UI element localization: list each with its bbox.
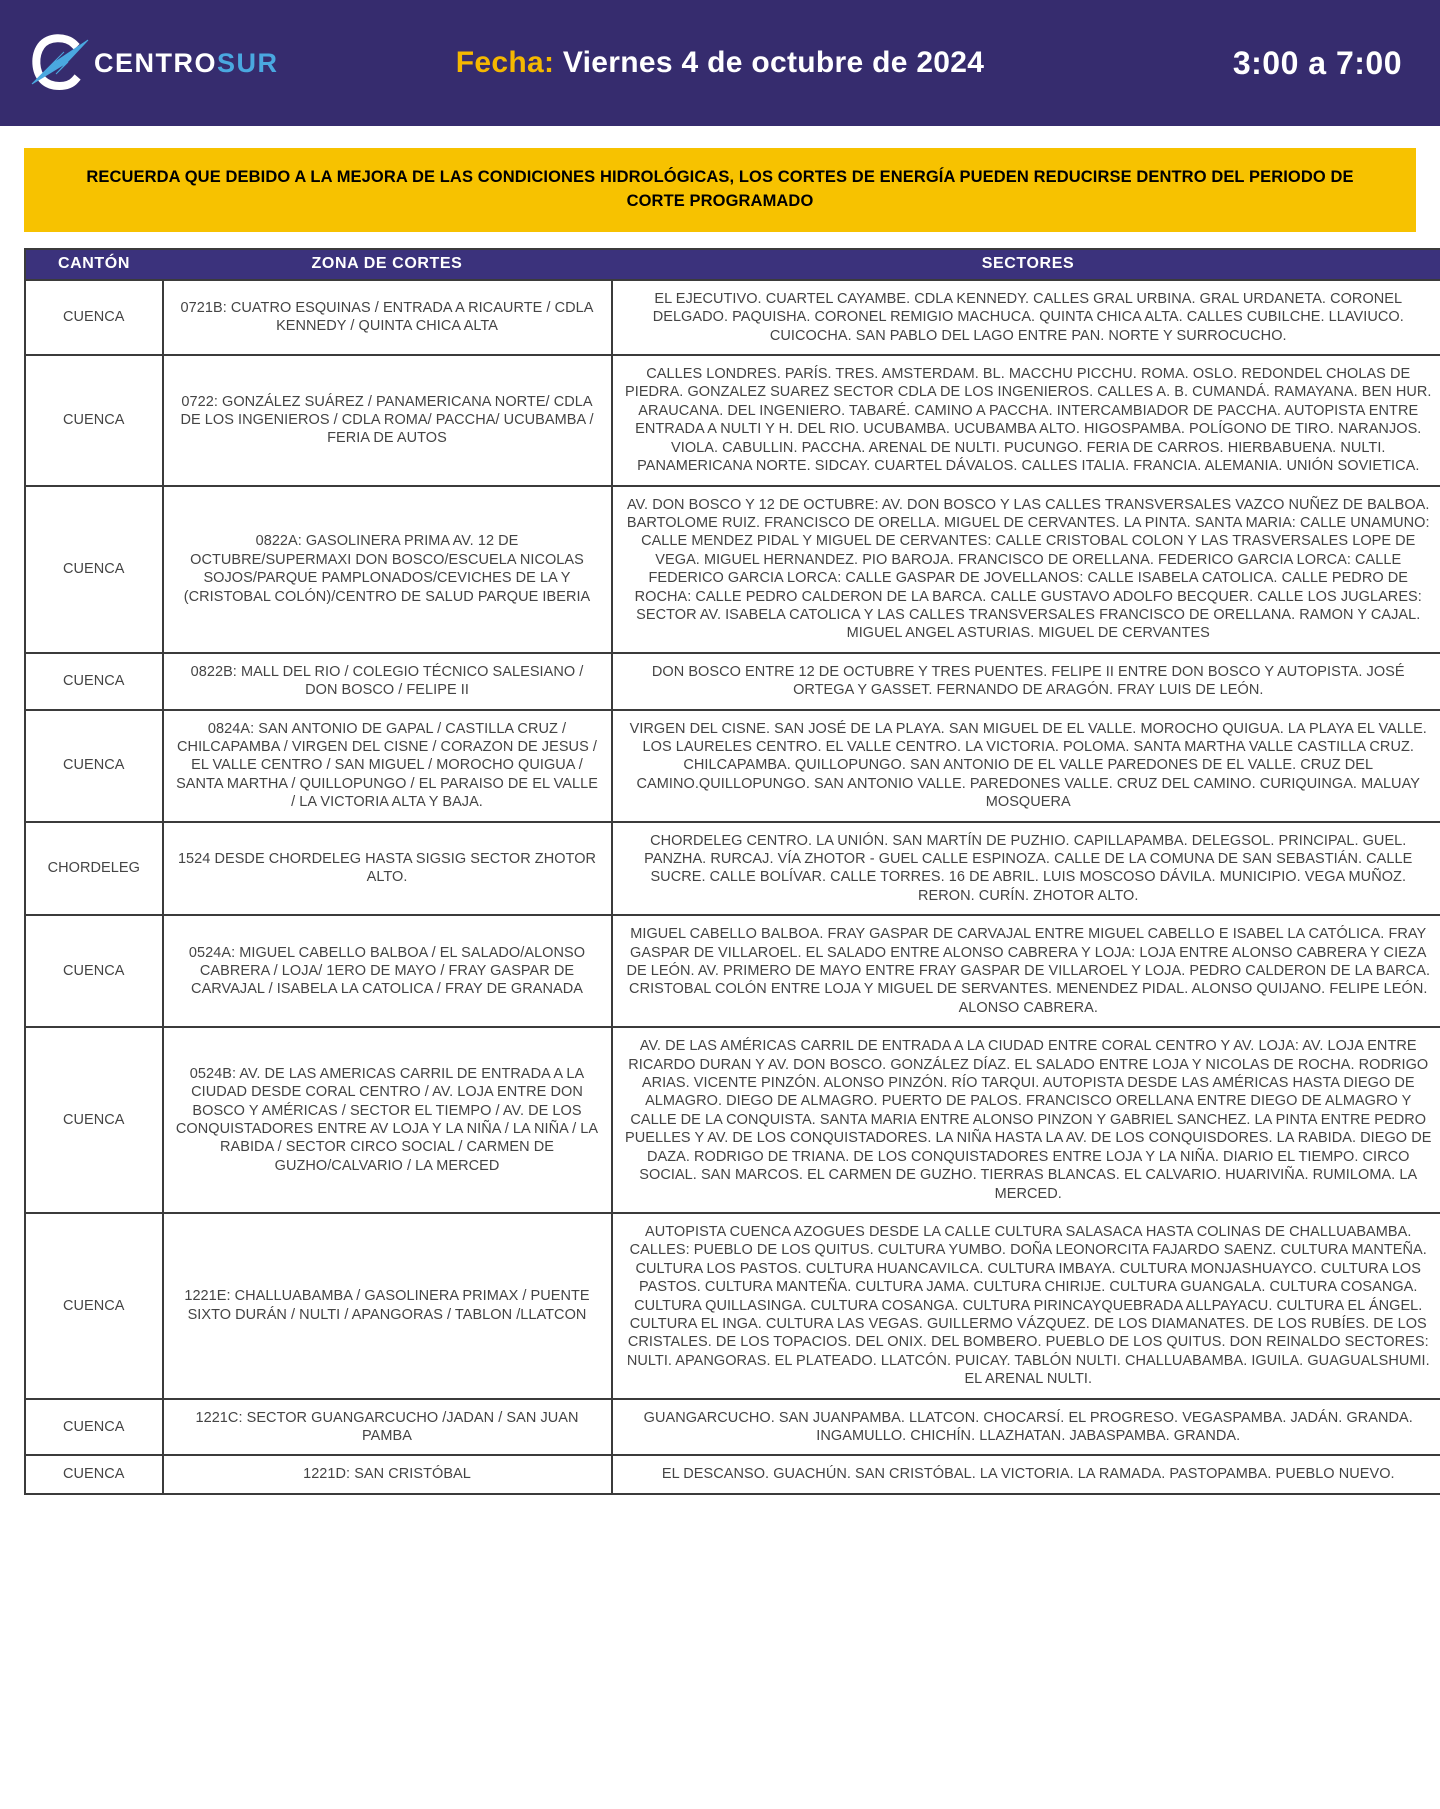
cell-canton: CUENCA — [25, 355, 163, 485]
app-header-bar — [0, 0, 1440, 126]
header-time-range: 3:00 a 7:00 — [1232, 44, 1402, 81]
cell-zona-de-cortes: 0822A: GASOLINERA PRIMA AV. 12 DE OCTUBRE/SUPERMAXI DON BOSCO/ESCUELA NICOLAS SOJOS/PARQUE PAMPLONADOS/CEVICHES DE LA Y (CRISTOBAL COLÓN)/CENTRO DE SALUD PARQUE IBERIA — [163, 486, 612, 653]
cell-sectores: EL DESCANSO. GUACHÚN. SAN CRISTÓBAL. LA VICTORIA. LA RAMADA. PASTOPAMBA. PUEBLO NUEVO. — [612, 1455, 1440, 1493]
cell-zona-de-cortes: 0524A: MIGUEL CABELLO BALBOA / EL SALADO/ALONSO CABRERA / LOJA/ 1ERO DE MAYO / FRAY GASPAR DE CARVAJAL / ISABELA LA CATOLICA / FRAY DE GRANADA — [163, 915, 612, 1027]
table-row — [25, 915, 1440, 1027]
cell-canton: CUENCA — [25, 653, 163, 710]
cell-sectores: AUTOPISTA CUENCA AZOGUES DESDE LA CALLE CULTURA SALASACA HASTA COLINAS DE CHALLUABAMBA. CALLES: PUEBLO DE LOS QUITUS. CULTURA YUMBO. DOÑA LEONORCITA FAJARDO SAENZ. CULTURA MANTEÑA. CULTURA LOS PASTOS. CULTURA HUANCAVILCA. CULTURA IMBAYA. CULTURA MONJASHUAYCO. CULTURA LOS PASTOS. CULTURA MANTEÑA. CULTURA JAMA. CULTURA CHIRIJE. CULTURA GUANGALA. CULTURA COSANGA. CULTURA QUILLASINGA. CULTURA COSANGA. CULTURA PIRINCAYQUEBRADA ALLPAYACU. CULTURA EL ÁNGEL. CULTURA EL INGA. CULTURA LAS VEGAS. GUILLERMO VÁZQUEZ. DE LOS DIAMANATES. DE LOS RUBÍES. DE LOS CRISTALES. DE LOS TOPACIOS. DEL ONIX. DEL BOMBERO. PUEBLO DE LOS QUITUS. DON REINALDO SECTORES: NULTI. APANGORAS. EL PLATEADO. LLATCÓN. PUICAY. TABLÓN NULTI. CHALLUABAMBA. IGUILA. GUAGUALSHUMI. EL ARENAL NULTI. — [612, 1213, 1440, 1399]
centrosur-bolt-logo-icon — [30, 34, 92, 92]
cell-canton: CUENCA — [25, 915, 163, 1027]
hydrological-notice-banner: RECUERDA QUE DEBIDO A LA MEJORA DE LAS CONDICIONES HIDROLÓGICAS, LOS CORTES DE ENERGÍA PUEDEN REDUCIRSE DENTRO DEL PERIODO DE CORTE PROGRAMADO — [24, 148, 1416, 232]
centrosur-wordmark — [94, 48, 279, 79]
cell-zona-de-cortes: 1221E: CHALLUABAMBA / GASOLINERA PRIMAX / PUENTE SIXTO DURÁN / NULTI / APANGORAS / TABLON /LLATCON — [163, 1213, 612, 1399]
cell-sectores: EL EJECUTIVO. CUARTEL CAYAMBE. CDLA KENNEDY. CALLES GRAL URBINA. GRAL URDANETA. CORONEL DELGADO. PAQUISHA. CORONEL REMIGIO MACHUCA. QUINTA CHICA ALTA. CALLES CUBILCHE. LLAVIUCO. CUICOCHA. SAN PABLO DEL LAGO ENTRE PAN. NORTE Y SURROCUCHO. — [612, 280, 1440, 355]
table-row — [25, 822, 1440, 916]
cell-zona-de-cortes: 0824A: SAN ANTONIO DE GAPAL / CASTILLA CRUZ / CHILCAPAMBA / VIRGEN DEL CISNE / CORAZON DE JESUS / EL VALLE CENTRO / SAN MIGUEL / MOROCHO QUIGUA / SANTA MARTHA / QUILLOPUNGO / EL PARAISO DE EL VALLE / LA VICTORIA ALTA Y BAJA. — [163, 710, 612, 822]
cell-canton: CHORDELEG — [25, 822, 163, 916]
table-row — [25, 1399, 1440, 1456]
cell-sectores: MIGUEL CABELLO BALBOA. FRAY GASPAR DE CARVAJAL ENTRE MIGUEL CABELLO E ISABEL LA CATÓLICA. FRAY GASPAR DE VILLAROEL. EL SALADO ENTRE ALONSO CABRERA Y LOJA: LOJA ENTRE ALONSO CABRERA Y CIEZA DE LEÓN. AV. PRIMERO DE MAYO ENTRE FRAY GASPAR DE VILLAROEL Y LOJA. PEDRO CALDERON DE LA BARCA. CRISTOBAL COLÓN ENTRE LOJA Y MIGUEL DE SERVANTES. MENENDEZ PIDAL. ALONSO QUIJANO. FELIPE LEÓN. ALONSO CABRERA. — [612, 915, 1440, 1027]
cell-zona-de-cortes: 0722: GONZÁLEZ SUÁREZ / PANAMERICANA NORTE/ CDLA DE LOS INGENIEROS / CDLA ROMA/ PACCHA/ UCUBAMBA / FERIA DE AUTOS — [163, 355, 612, 485]
cell-canton: CUENCA — [25, 710, 163, 822]
cell-zona-de-cortes: 1221D: SAN CRISTÓBAL — [163, 1455, 612, 1493]
cell-zona-de-cortes: 1221C: SECTOR GUANGARCUCHO /JADAN / SAN JUAN PAMBA — [163, 1399, 612, 1456]
table-row — [25, 710, 1440, 822]
cell-canton: CUENCA — [25, 1455, 163, 1493]
cell-zona-de-cortes: 0524B: AV. DE LAS AMERICAS CARRIL DE ENTRADA A LA CIUDAD DESDE CORAL CENTRO / AV. LOJA ENTRE DON BOSCO Y AMÉRICAS / SECTOR EL TIEMPO / AV. DE LOS CONQUISTADORES ENTRE AV LOJA Y LA NIÑA / LA NIÑA / LA RABIDA / SECTOR CIRCO SOCIAL / CARMEN DE GUZHO/CALVARIO / LA MERCED — [163, 1027, 612, 1213]
table-row — [25, 486, 1440, 653]
cell-sectores: AV. DON BOSCO Y 12 DE OCTUBRE: AV. DON BOSCO Y LAS CALLES TRANSVERSALES VAZCO NUÑEZ DE BALBOA. BARTOLOME RUIZ. FRANCISCO DE ORELLA. MIGUEL DE CERVANTES. LA PINTA. SANTA MARIA: CALLE UNAMUNO: CALLE MENDEZ PIDAL Y MIGUEL DE CERVANTES: CALLE CRISTOBAL COLON Y LAS TRASVERSALES LOPE DE VEGA. MIGUEL HERNANDEZ. PIO BAROJA. FRANCISCO DE ORELLANA. FEDERICO GARCIA LORCA: CALLE FEDERICO GARCIA LORCA: CALLE GASPAR DE JOVELLANOS: CALLE ISABELA CATOLICA. CALLE PEDRO DE ROCHA: CALLE PEDRO CALDERON DE LA BARCA. CALLE GUSTAVO ADOLFO BECQUER. CALLE LOS JUGLARES: SECTOR AV. ISABELA CATOLICA Y LAS CALLES TRANSVERSALES FRANCISCO DE ORELLANA. RAMON Y CAJAL. MIGUEL ANGEL ASTURIAS. MIGUEL DE CERVANTES — [612, 486, 1440, 653]
power-cuts-table — [24, 248, 1440, 1495]
cell-zona-de-cortes: 0822B: MALL DEL RIO / COLEGIO TÉCNICO SALESIANO / DON BOSCO / FELIPE II — [163, 653, 612, 710]
cell-canton: CUENCA — [25, 1027, 163, 1213]
table-row — [25, 1027, 1440, 1213]
table-header-row — [25, 249, 1440, 280]
cell-zona-de-cortes: 0721B: CUATRO ESQUINAS / ENTRADA A RICAURTE / CDLA KENNEDY / QUINTA CHICA ALTA — [163, 280, 612, 355]
logo-word-centro: CENTRO — [94, 47, 217, 78]
table-row — [25, 1213, 1440, 1399]
cell-canton: CUENCA — [25, 280, 163, 355]
column-header-zona-de-cortes: ZONA DE CORTES — [163, 249, 612, 280]
cell-zona-de-cortes: 1524 DESDE CHORDELEG HASTA SIGSIG SECTOR ZHOTOR ALTO. — [163, 822, 612, 916]
cell-canton: CUENCA — [25, 486, 163, 653]
table-body — [25, 280, 1440, 1494]
table-row — [25, 653, 1440, 710]
table-row — [25, 1455, 1440, 1493]
page-body — [0, 148, 1440, 1495]
cell-canton: CUENCA — [25, 1399, 163, 1456]
cell-canton: CUENCA — [25, 1213, 163, 1399]
table-row — [25, 280, 1440, 355]
date-value: Viernes 4 de octubre de 2024 — [562, 46, 985, 79]
table-row — [25, 355, 1440, 485]
cell-sectores: VIRGEN DEL CISNE. SAN JOSÉ DE LA PLAYA. SAN MIGUEL DE EL VALLE. MOROCHO QUIGUA. LA PLAYA EL VALLE. LOS LAURELES CENTRO. EL VALLE CENTRO. LA VICTORIA. POLOMA. SANTA MARTHA VALLE CASTILLA CRUZ. CHILCAPAMBA. QUILLOPUNGO. SAN ANTONIO DE EL VALLE PAREDONES DE EL VALLE. CRUZ DEL CAMINO.QUILLOPUNGO. SAN ANTONIO VALLE. PAREDONES VALLE. CRUZ DEL CAMINO. CURIQUINGA. MALUAY MOSQUERA — [612, 710, 1440, 822]
column-header-canton: CANTÓN — [25, 249, 163, 280]
table-header — [25, 249, 1440, 280]
cell-sectores: DON BOSCO ENTRE 12 DE OCTUBRE Y TRES PUENTES. FELIPE II ENTRE DON BOSCO Y AUTOPISTA. JOSÉ ORTEGA Y GASSET. FERNANDO DE ARAGÓN. FRAY LUIS DE LEÓN. — [612, 653, 1440, 710]
date-label: Fecha: — [455, 46, 555, 79]
cell-sectores: CALLES LONDRES. PARÍS. TRES. AMSTERDAM. BL. MACCHU PICCHU. ROMA. OSLO. REDONDEL CHOLAS DE PIEDRA. GONZALEZ SUAREZ SECTOR CDLA DE LOS INGENIEROS. CALLES A. B. CUMANDÁ. RAMAYANA. BEN HUR. ARAUCANA. DEL INGENIERO. TABARÉ. CAMINO A PACCHA. INTERCAMBIADOR DE PACCHA. AUTOPISTA ENTRE ENTRADA A NULTI Y H. DEL RIO. UCUBAMBA. UCUBAMBA ALTO. HIGOSPAMBA. POLÍGONO DE TIRO. NARANJOS. VIOLA. CABULLIN. PACCHA. ARENAL DE NULTI. PUCUNGO. FERIA DE CARROS. HIERBABUENA. NULTI. PANAMERICANA NORTE. SIDCAY. CUARTEL DÁVALOS. CALLES ITALIA. FRANCIA. ALEMANIA. UNIÓN SOVIETICA. — [612, 355, 1440, 485]
centrosur-logo — [30, 34, 330, 92]
column-header-sectores: SECTORES — [612, 249, 1440, 280]
logo-word-sur: SUR — [217, 47, 279, 78]
cell-sectores: AV. DE LAS AMÉRICAS CARRIL DE ENTRADA A LA CIUDAD ENTRE CORAL CENTRO Y AV. LOJA: AV. LOJA ENTRE RICARDO DURAN Y AV. DON BOSCO. GONZÁLEZ DÍAZ. EL SALADO ENTRE LOJA Y NICOLAS DE ROCHA. RODRIGO ARIAS. VICENTE PINZÓN. ALONSO PINZÓN. RÍO TARQUI. AUTOPISTA DESDE LAS AMÉRICAS HASTA DIEGO DE ALMAGRO. DIEGO DE ALMAGRO. PUERTO DE PALOS. FRANCISCO ORELLANA ENTRE DIEGO DE ALMAGRO Y CALLE DE LA CONQUISTA. SANTA MARIA ENTRE ALONSO PINZON Y GABRIEL SANCHEZ. LA PINTA ENTRE PEDRO PUELLES Y AV. DE LOS CONQUISTADORES. LA NIÑA HASTA LA AV. DE LOS CONQUISDORES. LA RABIDA. DIEGO DE DAZA. RODRIGO DE TRIANA. DE LOS CONQUISTADORES ENTRE LOJA Y LA NIÑA. DIARIO EL TIEMPO. CIRCO SOCIAL. SAN MARCOS. EL CARMEN DE GUZHO. TIERRAS BLANCAS. EL CALVARIO. HUARIVIÑA. RUMILOMA. LA MERCED. — [612, 1027, 1440, 1213]
cell-sectores: GUANGARCUCHO. SAN JUANPAMBA. LLATCON. CHOCARSÍ. EL PROGRESO. VEGASPAMBA. JADÁN. GRANDA. INGAMULLO. CHICHÍN. LLAZHATAN. JABASPAMBA. GRANDA. — [612, 1399, 1440, 1456]
cell-sectores: CHORDELEG CENTRO. LA UNIÓN. SAN MARTÍN DE PUZHIO. CAPILLAPAMBA. DELEGSOL. PRINCIPAL. GUEL. PANZHA. RURCAJ. VÍA ZHOTOR - GUEL CALLE ESPINOZA. CALLE DE LA COMUNA DE SAN SEBASTIÁN. CALLE SUCRE. CALLE BOLÍVAR. CALLE TORRES. 16 DE ABRIL. LUIS MOSCOSO DÁVILA. MUNICIPIO. VEGA MUÑOZ. RERON. CURÍN. ZHOTOR ALTO. — [612, 822, 1440, 916]
